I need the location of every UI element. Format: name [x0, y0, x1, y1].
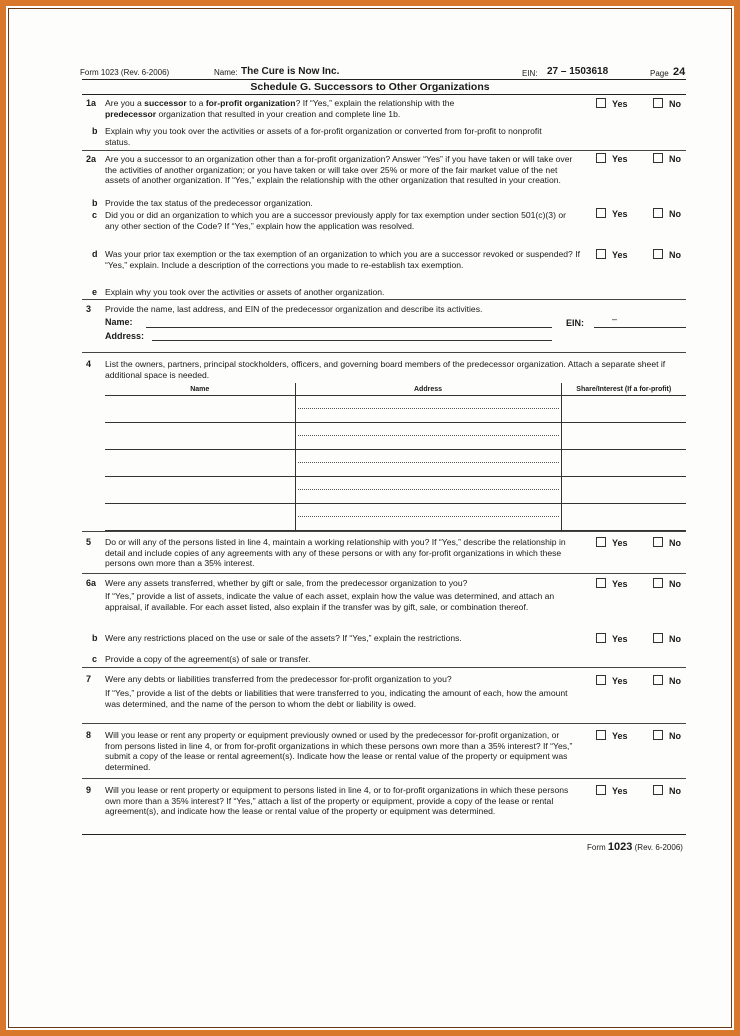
divider: [82, 94, 686, 95]
q7-number: 7: [86, 674, 92, 684]
divider: [82, 150, 686, 151]
checkbox-icon: [653, 675, 663, 685]
divider: [82, 667, 686, 668]
q2d-letter: d: [92, 249, 98, 259]
q3-text: Provide the name, last address, and EIN of the predecessor organization and describe its activities.: [105, 304, 483, 314]
table-header-row: [105, 383, 686, 396]
q9-yes-checkbox[interactable]: Yes: [596, 785, 628, 796]
share-cell[interactable]: [561, 423, 686, 450]
q2a-yes-checkbox[interactable]: Yes: [596, 153, 628, 164]
checkbox-icon: [596, 153, 606, 163]
q5-no-checkbox[interactable]: No: [653, 537, 681, 548]
q1a-yes-checkbox[interactable]: Yes: [596, 98, 628, 109]
q8-text: Will you lease or rent any property or equipment previously owned or used by the predecessor for-profit organization, or from persons listed in line 4, or from for-profit organizations in which these persons own more than a 35% interest? If “Yes,” submit a copy of the lease or rental agreement(s). Indicate how the lease or rental value of the property or equipment was determined.: [105, 730, 573, 772]
q6a-text: Were any assets transferred, whether by gift or sale, from the predecessor organization to you?: [105, 578, 468, 588]
checkbox-icon: [653, 730, 663, 740]
column-header-share: Share/Interest (If a for-profit): [561, 383, 686, 396]
q1a-no-checkbox[interactable]: No: [653, 98, 681, 109]
checkbox-icon: [596, 249, 606, 259]
q2c-yes-checkbox[interactable]: Yes: [596, 208, 628, 219]
q9-text: Will you lease or rent property or equipment to persons listed in line 4, or to for-profit organizations in which these persons own more than a 35% interest? If “Yes,” attach a list of the property or equipment, provide a copy of the lease or rental agreement(s), and indicate how the lease or rental value of the property or equipment was determined.: [105, 785, 569, 816]
q7-text: Were any debts or liabilities transferred from the predecessor for-profit organization to you?: [105, 674, 452, 684]
q1b-letter: b: [92, 126, 98, 136]
q8-yes-checkbox[interactable]: Yes: [596, 730, 628, 741]
q6a-yes-checkbox[interactable]: Yes: [596, 578, 628, 589]
column-header-name: Name: [105, 383, 295, 396]
q7-text-detail: If “Yes,” provide a list of the debts or liabilities that were transferred to you, indicating the amount of each, how the amount was determined, and the name of the person to whom the debt or liability is owed.: [105, 688, 568, 709]
q5-yes-checkbox[interactable]: Yes: [596, 537, 628, 548]
divider: [82, 79, 686, 80]
table-row: [105, 504, 686, 531]
q3-address-label: Address:: [105, 331, 145, 341]
address-cell[interactable]: [295, 396, 561, 423]
column-header-address: Address: [295, 383, 561, 396]
checkbox-icon: [653, 537, 663, 547]
q8-no-checkbox[interactable]: No: [653, 730, 681, 741]
checkbox-icon: [653, 98, 663, 108]
table-row: [105, 396, 686, 423]
q5-text: Do or will any of the persons listed in line 4, maintain a working relationship with you? If “Yes,” describe the relationship in detail and include copies of any agreements with any of these persons or with any for-profit organizations in which these persons own more than a 35% interest.: [105, 537, 566, 568]
divider: [82, 352, 686, 353]
checkbox-icon: [596, 537, 606, 547]
name-label: Name:: [214, 68, 238, 77]
share-cell[interactable]: [561, 396, 686, 423]
q3-ein-label: EIN:: [566, 318, 584, 328]
checkbox-icon: [596, 675, 606, 685]
name-cell[interactable]: [105, 450, 295, 477]
q6b-letter: b: [92, 633, 98, 643]
q3-name-label: Name:: [105, 317, 133, 327]
q4-number: 4: [86, 359, 92, 369]
q6c-text: Provide a copy of the agreement(s) of sale or transfer.: [105, 654, 311, 664]
q3-number: 3: [86, 304, 92, 314]
address-cell[interactable]: [295, 504, 561, 531]
divider: [82, 834, 686, 835]
checkbox-icon: [653, 208, 663, 218]
q6a-no-checkbox[interactable]: No: [653, 578, 681, 589]
address-cell[interactable]: [295, 450, 561, 477]
checkbox-icon: [596, 633, 606, 643]
q1a-number: 1a: [86, 98, 97, 108]
q2a-no-checkbox[interactable]: No: [653, 153, 681, 164]
q6a-number: 6a: [86, 578, 97, 588]
name-cell[interactable]: [105, 423, 295, 450]
name-cell[interactable]: [105, 477, 295, 504]
q6b-no-checkbox[interactable]: No: [653, 633, 681, 644]
q3-address-field[interactable]: [152, 340, 552, 341]
q6b-text: Were any restrictions placed on the use or sale of the assets? If “Yes,” explain the restrictions.: [105, 633, 462, 643]
q3-ein-value: –: [612, 314, 618, 324]
ein-label: EIN:: [522, 69, 538, 78]
org-name: The Cure is Now Inc.: [241, 66, 340, 77]
page-label: Page: [650, 69, 669, 78]
q6a-text-detail: If “Yes,” provide a list of assets, indicate the value of each asset, explain how the value was determined, and attach an appraisal, if available. For each asset listed, also explain if the transfer was by gift, sale, or combination thereof.: [105, 591, 555, 612]
owners-table: [105, 383, 686, 531]
share-cell[interactable]: [561, 477, 686, 504]
divider: [82, 723, 686, 724]
schedule-title: Schedule G. Successors to Other Organizations: [250, 81, 490, 93]
checkbox-icon: [653, 785, 663, 795]
q9-no-checkbox[interactable]: No: [653, 785, 681, 796]
q7-no-checkbox[interactable]: No: [653, 675, 681, 686]
q8-number: 8: [86, 730, 92, 740]
checkbox-icon: [596, 98, 606, 108]
divider: [82, 531, 686, 532]
q2d-yes-checkbox[interactable]: Yes: [596, 249, 628, 260]
q2e-text: Explain why you took over the activities or assets of another organization.: [105, 287, 385, 297]
page-number: 24: [673, 66, 686, 78]
q2a-text: Are you a successor to an organization other than a for-profit organization? Answer “Yes” if you have taken or will take over the activities of another organization; or you have taken or will take over 25% or more of the fair market value of the net assets of another organization. If “Yes,” explain the relationship with the other organization that resulted in your creation.: [105, 154, 573, 185]
table-row: [105, 423, 686, 450]
q2c-letter: c: [92, 210, 98, 220]
name-cell[interactable]: [105, 504, 295, 531]
divider: [82, 778, 686, 779]
q2e-letter: e: [92, 287, 98, 297]
share-cell[interactable]: [561, 450, 686, 477]
q3-name-field[interactable]: [146, 327, 552, 328]
checkbox-icon: [653, 153, 663, 163]
q7-yes-checkbox[interactable]: Yes: [596, 675, 628, 686]
checkbox-icon: [653, 249, 663, 259]
q2c-text: Did you or did an organization to which you are a successor previously apply for tax exemption under section 501(c)(3) or any other section of the Code? If “Yes,” explain how the application was resolved.: [105, 210, 566, 231]
q1b-text: Explain why you took over the activities or assets of a for-profit organization or converted from for-profit to nonprofit status.: [105, 126, 542, 147]
q4-text: List the owners, partners, principal stockholders, officers, and governing board members of the predecessor organization. Attach a separate sheet if additional space is needed.: [105, 359, 666, 380]
form-footer: Form 1023 (Rev. 6-2006): [587, 841, 683, 853]
q2d-text: Was your prior tax exemption or the tax exemption of an organization to which you are a successor revoked or suspended? If “Yes,” explain. Include a description of the corrections you made to re-establish tax exemption.: [105, 249, 580, 270]
checkbox-icon: [596, 785, 606, 795]
q9-number: 9: [86, 785, 92, 795]
divider: [82, 299, 686, 300]
address-cell[interactable]: [295, 423, 561, 450]
q6c-letter: c: [92, 654, 98, 664]
q1a-text: Are you a successor to a for-profit organization? If “Yes,” explain the relationship with the predecessor organization that resulted in your creation and complete line 1b.: [105, 98, 455, 119]
table-row: [105, 477, 686, 504]
checkbox-icon: [596, 578, 606, 588]
q2c-no-checkbox[interactable]: No: [653, 208, 681, 219]
name-cell[interactable]: [105, 396, 295, 423]
checkbox-icon: [596, 730, 606, 740]
table-row: [105, 450, 686, 477]
q2d-no-checkbox[interactable]: No: [653, 249, 681, 260]
divider: [82, 573, 686, 574]
q2a-number: 2a: [86, 154, 97, 164]
checkbox-icon: [596, 208, 606, 218]
share-cell[interactable]: [561, 504, 686, 531]
ein-value: 27 – 1503618: [547, 66, 609, 77]
address-cell[interactable]: [295, 477, 561, 504]
q2b-letter: b: [92, 198, 98, 208]
checkbox-icon: [653, 578, 663, 588]
q2b-text: Provide the tax status of the predecessor organization.: [105, 198, 313, 208]
q6b-yes-checkbox[interactable]: Yes: [596, 633, 628, 644]
q3-ein-field[interactable]: [594, 327, 686, 328]
form-id: Form 1023 (Rev. 6-2006): [80, 68, 170, 77]
q5-number: 5: [86, 537, 92, 547]
checkbox-icon: [653, 633, 663, 643]
